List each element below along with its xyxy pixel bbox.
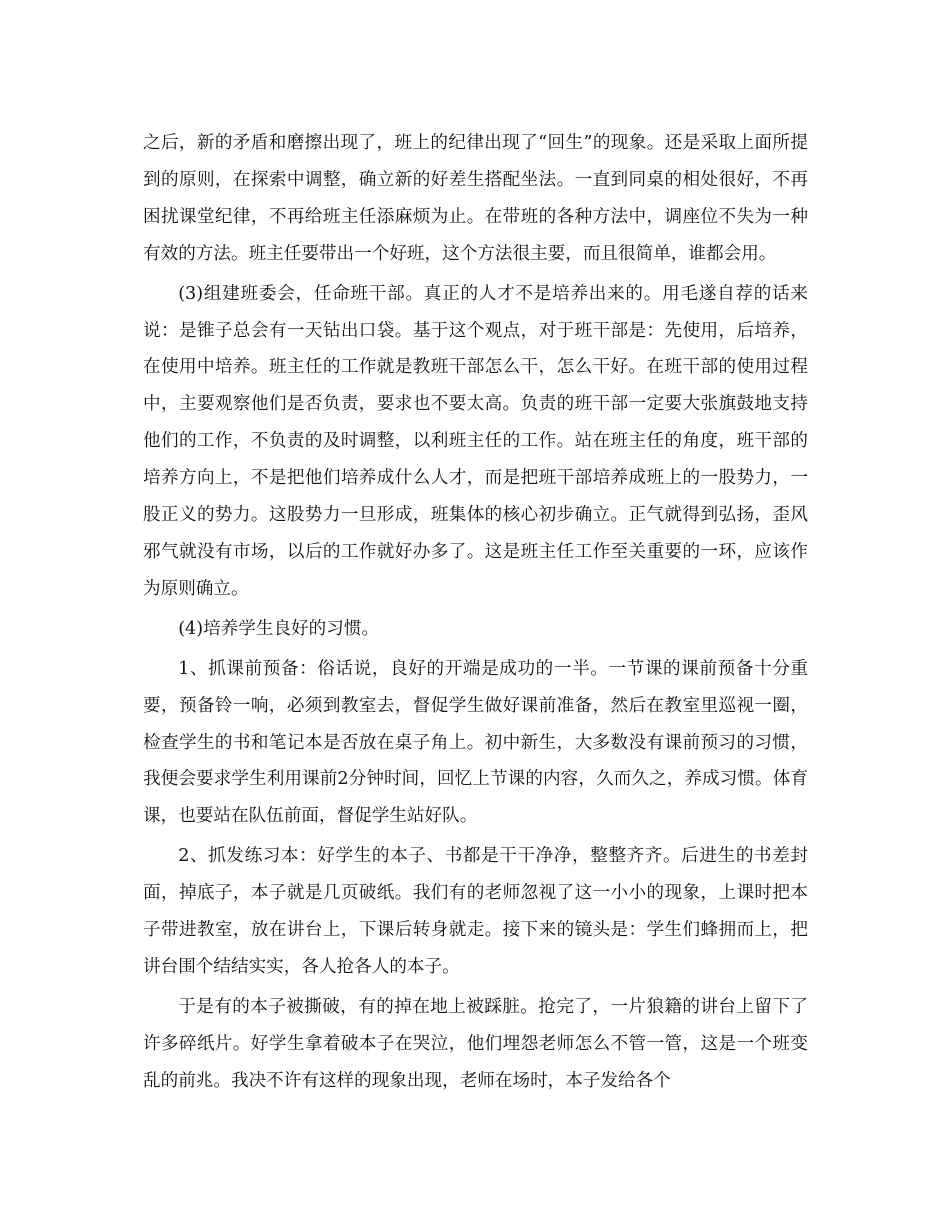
paragraph-1: 之后，新的矛盾和磨擦出现了，班上的纪律出现了“回生”的现象。还是采取上面所提到的原则，在探索中调整，确立新的好差生搭配坐法。一直到同桌的相处很好，不再困扰课堂纪律，不再给班主任添麻烦为止。在带班的各种方法中，调座位不失为一种有效的方法。班主任要带出一个好班，这个方法很主要，而且很简单，谁都会用。 [143, 133, 808, 264]
paragraph-5: 2、抓发练习本：好学生的本子、书都是干干净净，整整齐齐。后进生的书差封面，掉底子，本子就是几页破纸。我们有的老师忽视了这一小小的现象，上课时把本子带进教室，放在讲台上，下课后转身就走。接下来的镜头是：学生们蜂拥而上，把讲台围个结结实实，各人抢各人的本子。 [143, 846, 808, 977]
paragraph-4: 1、抓课前预备：俗话说，良好的开端是成功的一半。一节课的课前预备十分重要，预备铃一响，必须到教室去，督促学生做好课前准备，然后在教室里巡视一圈，检查学生的书和笔记本是否放在桌子角上。初中新生，大多数没有课前预习的习惯，我便会要求学生利用课前2分钟时间，回忆上节课的内容，久而久之，养成习惯。体育课，也要站在队伍前面，督促学生站好队。 [143, 658, 808, 827]
paragraph-6: 于是有的本子被撕破，有的掉在地上被踩脏。抢完了，一片狼籍的讲台上留下了许多碎纸片。好学生拿着破本子在哭泣，他们埋怨老师怎么不管一管，这是一个班变乱的前兆。我决不许有这样的现象出现，老师在场时，本子发给各个 [143, 996, 808, 1091]
paragraph-3: (4)培养学生良好的习惯。 [178, 618, 380, 639]
body-text [143, 125, 808, 1100]
paragraph-2: (3)组建班委会，任命班干部。真正的人才不是培养出来的。用毛遂自荐的话来说：是锥子总会有一天钻出口袋。基于这个观点，对于班干部是：先使用，后培养，在使用中培养。班主任的工作就是教班干部怎么干，怎么干好。在班干部的使用过程中，主要观察他们是否负责，要求也不要太高。负责的班干部一定要大张旗鼓地支持他们的工作，不负责的及时调整，以利班主任的工作。站在班主任的角度，班干部的培养方向上，不是把他们培养成什么人才，而是把班干部培养成班上的一股势力，一股正义的势力。这股势力一旦形成，班集体的核心初步确立。正气就得到弘扬，歪风邪气就没有市场，以后的工作就好办多了。这是班主任工作至关重要的一环，应该作为原则确立。 [143, 283, 808, 599]
